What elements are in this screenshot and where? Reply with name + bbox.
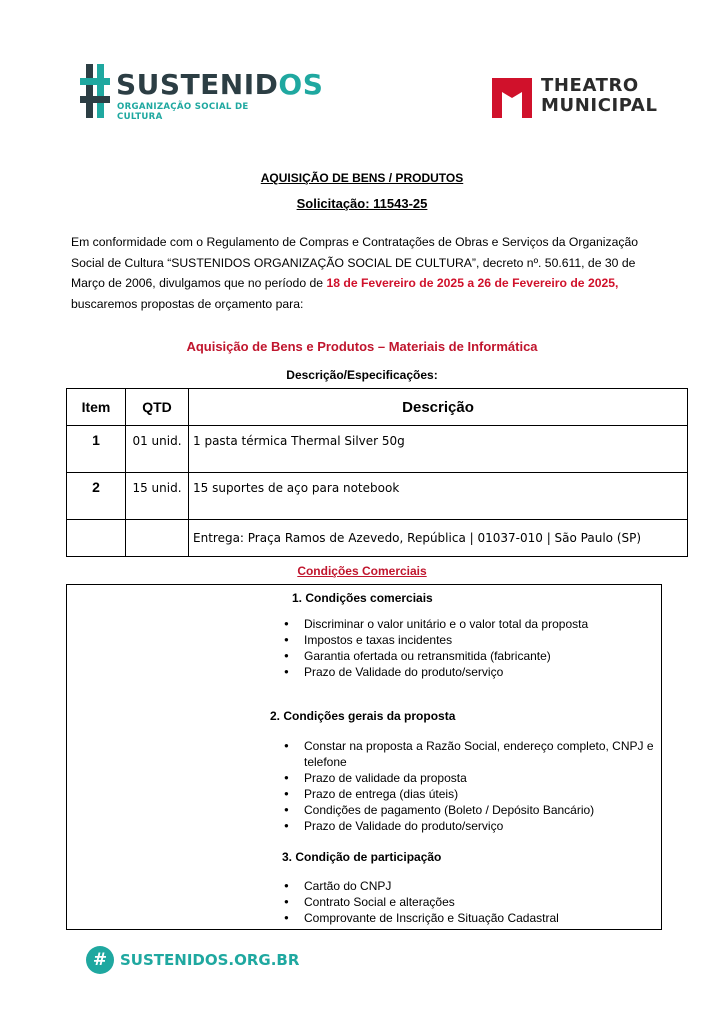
header-qtd: QTD <box>126 389 189 426</box>
delivery-address: Entrega: Praça Ramos de Azevedo, República | 01037-010 | São Paulo (SP) <box>189 520 688 557</box>
list-item: ● Impostos e taxas incidentes <box>284 632 654 648</box>
list-item: ● Comprovante de Inscrição e Situação Cadastral <box>284 910 654 926</box>
list-item: ● Contrato Social e alterações <box>284 894 654 910</box>
list-item: ● Prazo de validade da proposta <box>284 770 654 786</box>
theatro-mark-icon <box>490 74 534 118</box>
conditions-section-title: 1. Condições comerciais <box>292 591 433 605</box>
footer-url[interactable]: SUSTENIDOS.ORG.BR <box>120 951 300 969</box>
period-highlight: 18 de Fevereiro de 2025 a 26 de Fevereiro de 2025, <box>326 276 619 290</box>
list-item: ● Constar na proposta a Razão Social, endereço completo, CNPJ e telefone <box>284 738 654 770</box>
delivery-row <box>67 520 688 557</box>
list-item: ● Cartão do CNPJ <box>284 878 654 894</box>
list-item: ● Prazo de Validade do produto/serviço <box>284 664 654 680</box>
document-title: AQUISIÇÃO DE BENS / PRODUTOS <box>260 171 464 185</box>
conditions-list <box>284 878 654 926</box>
solicitation-number: Solicitação: 11543-25 <box>296 196 428 211</box>
row-qtd: 15 unid. <box>126 473 189 520</box>
footer <box>86 946 300 978</box>
theatro-municipal-logo <box>490 72 670 120</box>
conditions-section-title: 2. Condições gerais da proposta <box>270 709 456 723</box>
sustenidos-logo <box>80 64 324 122</box>
row-desc: 15 suportes de aço para notebook <box>189 473 688 520</box>
table-row <box>67 473 688 520</box>
list-item: ● Prazo de entrega (dias úteis) <box>284 786 654 802</box>
empty-cell <box>67 520 126 557</box>
conditions-section-title: 3. Condição de participação <box>282 850 442 864</box>
list-item: ● Garantia ofertada ou retransmitida (fabricante) <box>284 648 654 664</box>
header-desc: Descrição <box>189 389 688 426</box>
spec-title: Descrição/Especificações: <box>286 368 438 382</box>
row-desc: 1 pasta térmica Thermal Silver 50g <box>189 426 688 473</box>
conditions-list <box>284 738 654 834</box>
conditions-heading: Condições Comerciais <box>297 564 427 578</box>
row-item: 1 <box>67 426 126 473</box>
list-item: ● Discriminar o valor unitário e o valor total da proposta <box>284 616 654 632</box>
items-table <box>66 388 688 557</box>
empty-cell <box>126 520 189 557</box>
header-item: Item <box>67 389 126 426</box>
table-row <box>67 426 688 473</box>
table-header-row <box>67 389 688 426</box>
row-item: 2 <box>67 473 126 520</box>
intro-paragraph: Em conformidade com o Regulamento de Compras e Contratações de Obras e Serviços da Organização Social de Cultura “SUSTENIDOS ORGANIZAÇÃO SOCIAL DE CULTURA”, decreto nº. 50.611, de 30 de Março de 2006, divulgamos que no período de 18 de Fevereiro de 2025 a 26 de Fevereiro de 2025, buscaremos propostas de orçamento para: <box>71 235 639 311</box>
brand-subtitle: ORGANIZAÇÃO SOCIAL DE CULTURA <box>117 102 249 122</box>
hash-logo-icon <box>80 64 110 118</box>
brand-name: SUSTENIDOS <box>116 68 324 101</box>
hash-circle-icon: # <box>86 946 114 974</box>
theatro-line1: THEATRO <box>541 75 639 96</box>
row-qtd: 01 unid. <box>126 426 189 473</box>
conditions-box <box>66 584 662 930</box>
list-item: ● Prazo de Validade do produto/serviço <box>284 818 654 834</box>
section-title: Aquisição de Bens e Produtos – Materiais de Informática <box>186 339 538 354</box>
conditions-list <box>284 616 654 680</box>
list-item: ● Condições de pagamento (Boleto / Depósito Bancário) <box>284 802 654 818</box>
theatro-line2: MUNICIPAL <box>541 95 658 116</box>
